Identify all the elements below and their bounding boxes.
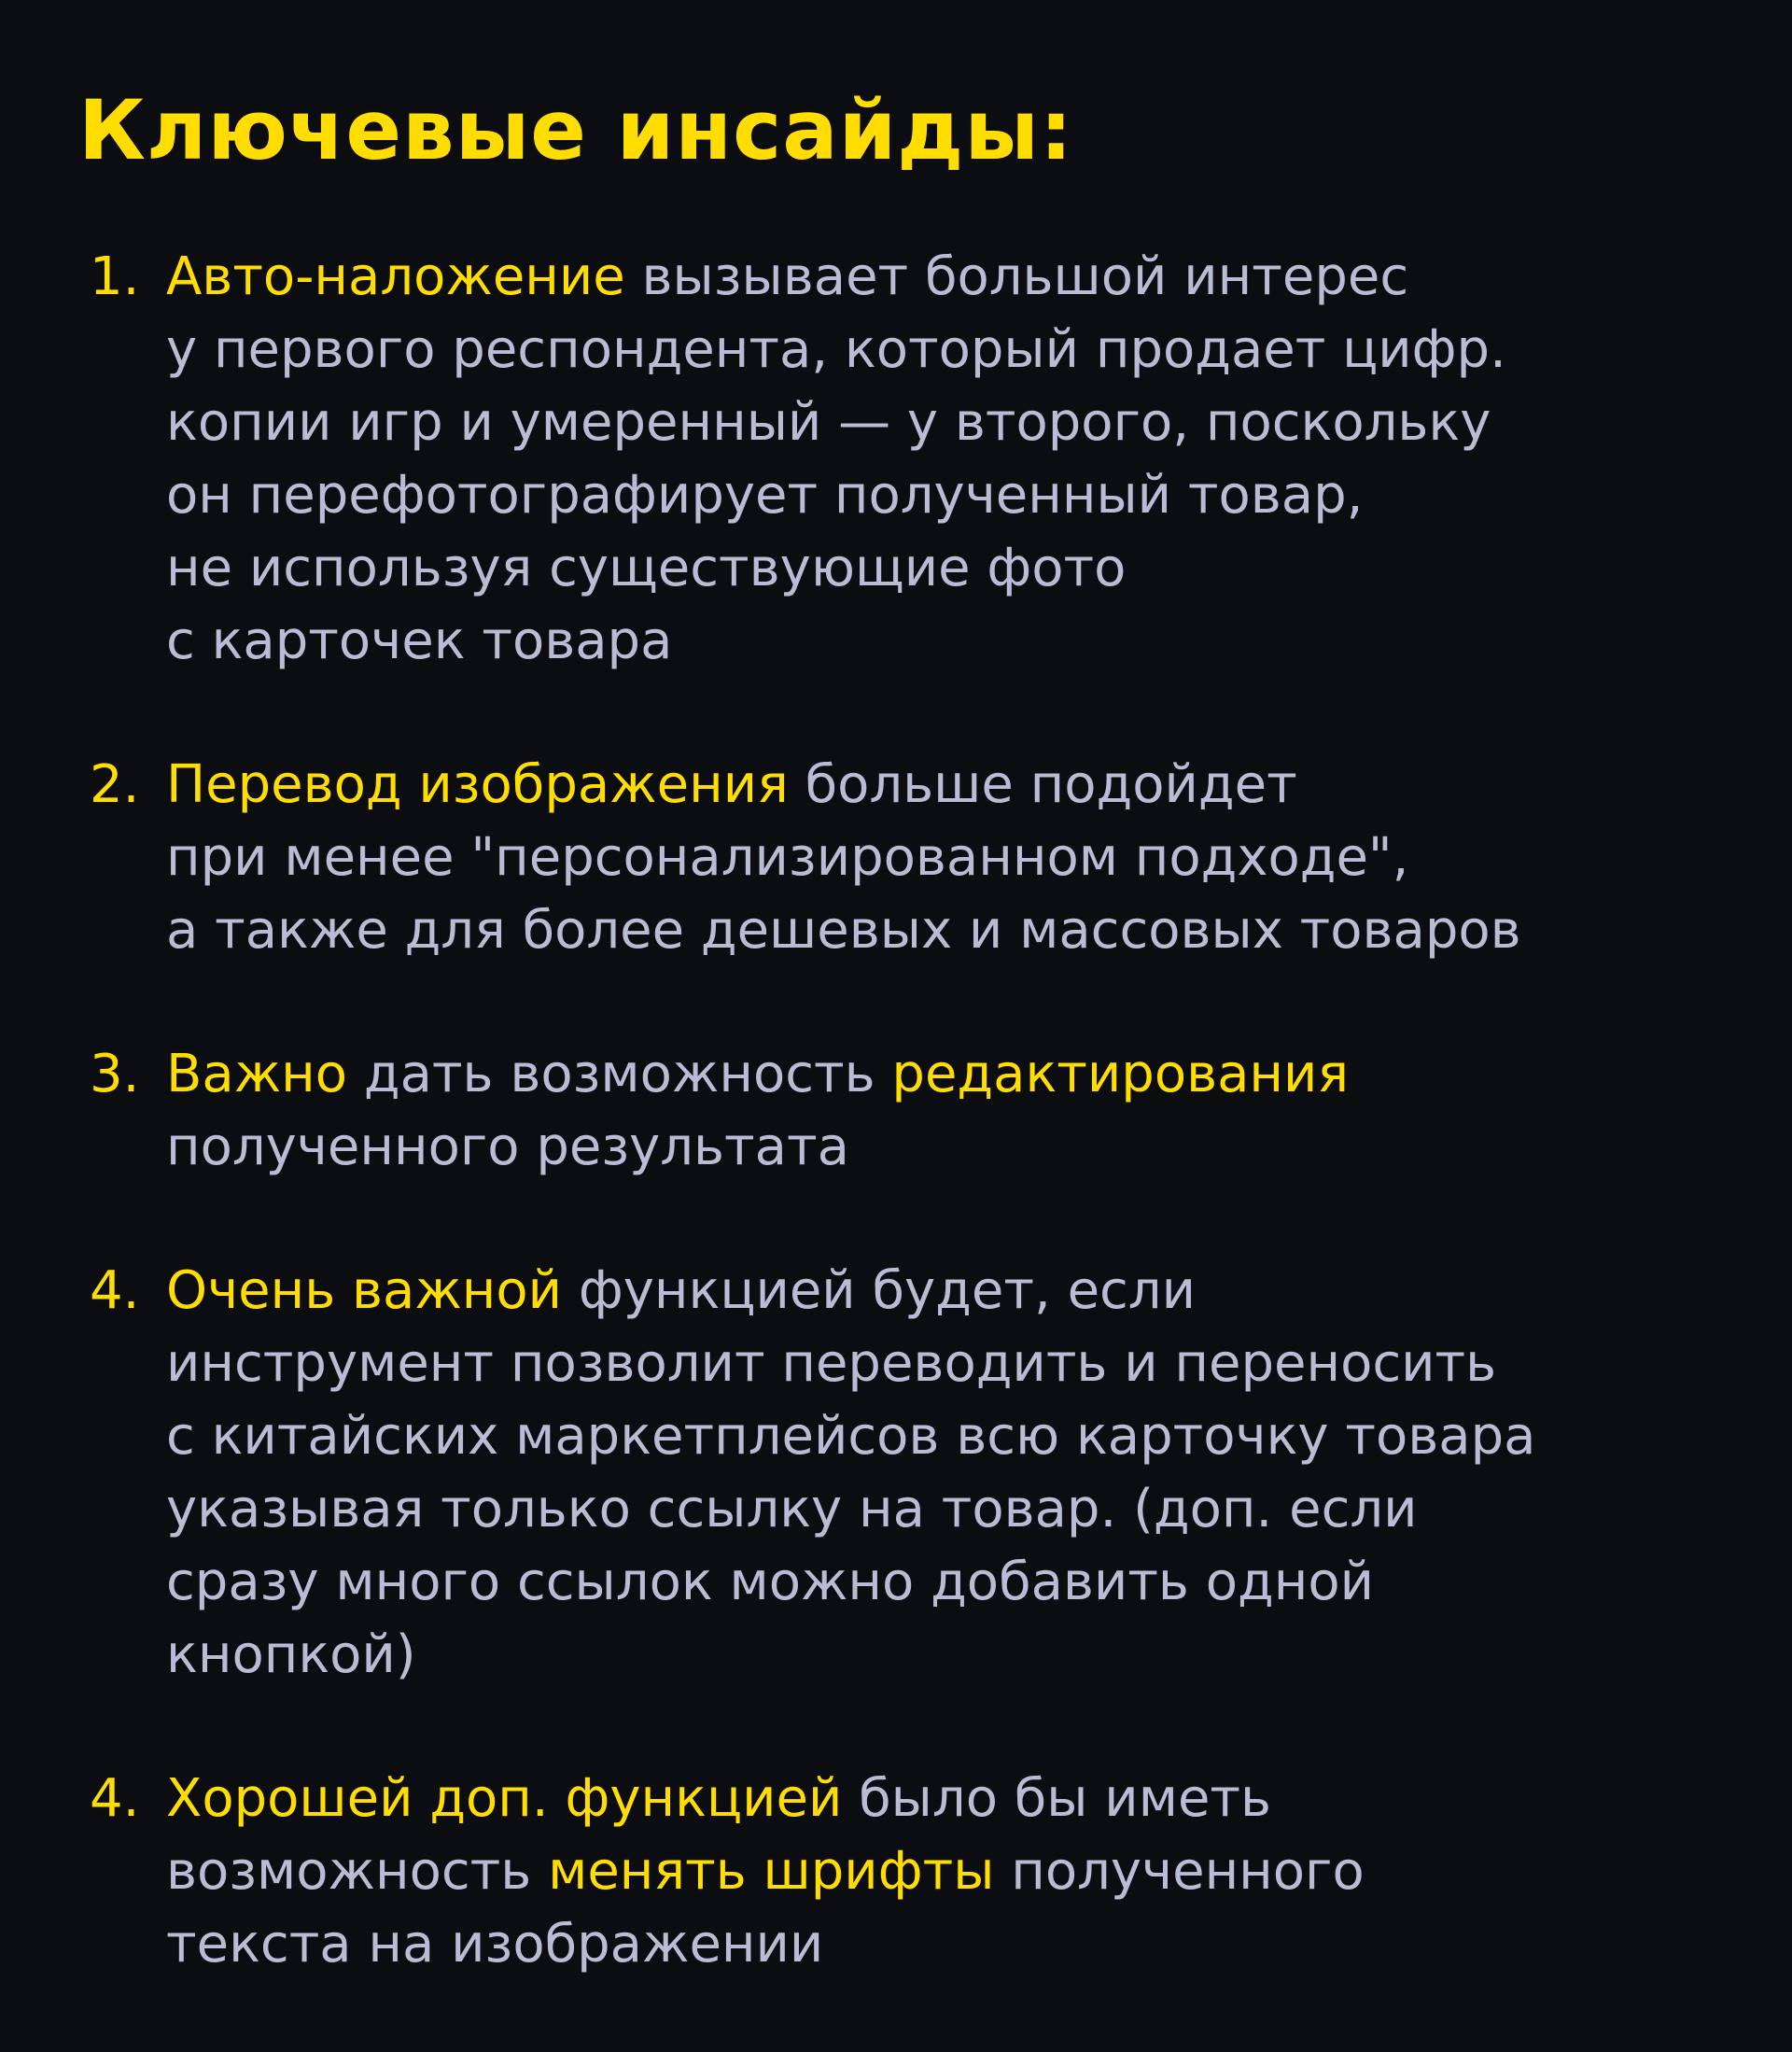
insight-item-3 xyxy=(90,1038,1751,1184)
insight-item-4 xyxy=(90,1255,1751,1692)
insight-line: полученного результата xyxy=(166,1117,849,1177)
insight-number: 1. xyxy=(90,246,140,307)
highlight-text: Важно xyxy=(166,1044,348,1104)
body-text: дать возможность xyxy=(347,1044,892,1104)
insight-line: кнопкой) xyxy=(166,1624,416,1685)
highlight-text: Хорошей доп. функцией xyxy=(166,1768,843,1829)
body-text: полученного xyxy=(994,1841,1365,1902)
insight-line: инструмент позволит переводить и переносить xyxy=(166,1333,1497,1394)
insight-line: сразу много ссылок можно добавить одной xyxy=(166,1552,1374,1612)
insight-number: 4. xyxy=(90,1768,140,1829)
insight-line: текста на изображении xyxy=(166,1914,824,1975)
page-title: Ключевые инсайды: xyxy=(78,82,1074,178)
insight-item-1 xyxy=(90,241,1751,678)
insight-line xyxy=(166,1255,1751,1328)
body-text: больше подойдет xyxy=(788,754,1297,815)
insight-line xyxy=(166,749,1751,822)
body-text: возможность xyxy=(166,1841,549,1902)
insight-line: у первого респондента, который продает цифр. xyxy=(166,319,1506,380)
insight-number: 3. xyxy=(90,1044,140,1104)
insights-list xyxy=(90,241,1751,2052)
insight-number: 2. xyxy=(90,754,140,815)
insight-line xyxy=(166,1763,1751,1835)
highlight-text: Авто-наложение xyxy=(166,246,625,307)
insight-line: он перефотографирует полученный товар, xyxy=(166,465,1364,526)
body-text: вызывает большой интерес xyxy=(624,246,1409,307)
insight-line: с карточек товара xyxy=(166,611,673,671)
insight-item-5 xyxy=(90,1763,1751,1981)
insight-line: при менее "персонализированном подходе", xyxy=(166,827,1409,888)
body-text: было бы иметь xyxy=(842,1768,1272,1829)
highlight-text: менять шрифты xyxy=(548,1841,995,1902)
insight-line: указывая только ссылку на товар. (доп. если xyxy=(166,1479,1418,1539)
insight-line: с китайских маркетплейсов всю карточку товара xyxy=(166,1406,1536,1467)
highlight-text: Перевод изображения xyxy=(166,754,789,815)
insight-line xyxy=(166,241,1751,314)
highlight-text: редактирования xyxy=(891,1044,1350,1104)
insight-line: а также для более дешевых и массовых товаров xyxy=(166,900,1521,961)
insight-item-2 xyxy=(90,749,1751,967)
insight-number: 4. xyxy=(90,1260,140,1321)
insight-line: копии игр и умеренный — у второго, поскольку xyxy=(166,392,1491,453)
highlight-text: Очень важной xyxy=(166,1260,563,1321)
body-text: функцией будет, если xyxy=(562,1260,1196,1321)
insight-line xyxy=(166,1835,1751,1908)
insight-line xyxy=(166,1038,1751,1111)
insight-line: не используя существующие фото xyxy=(166,538,1127,598)
